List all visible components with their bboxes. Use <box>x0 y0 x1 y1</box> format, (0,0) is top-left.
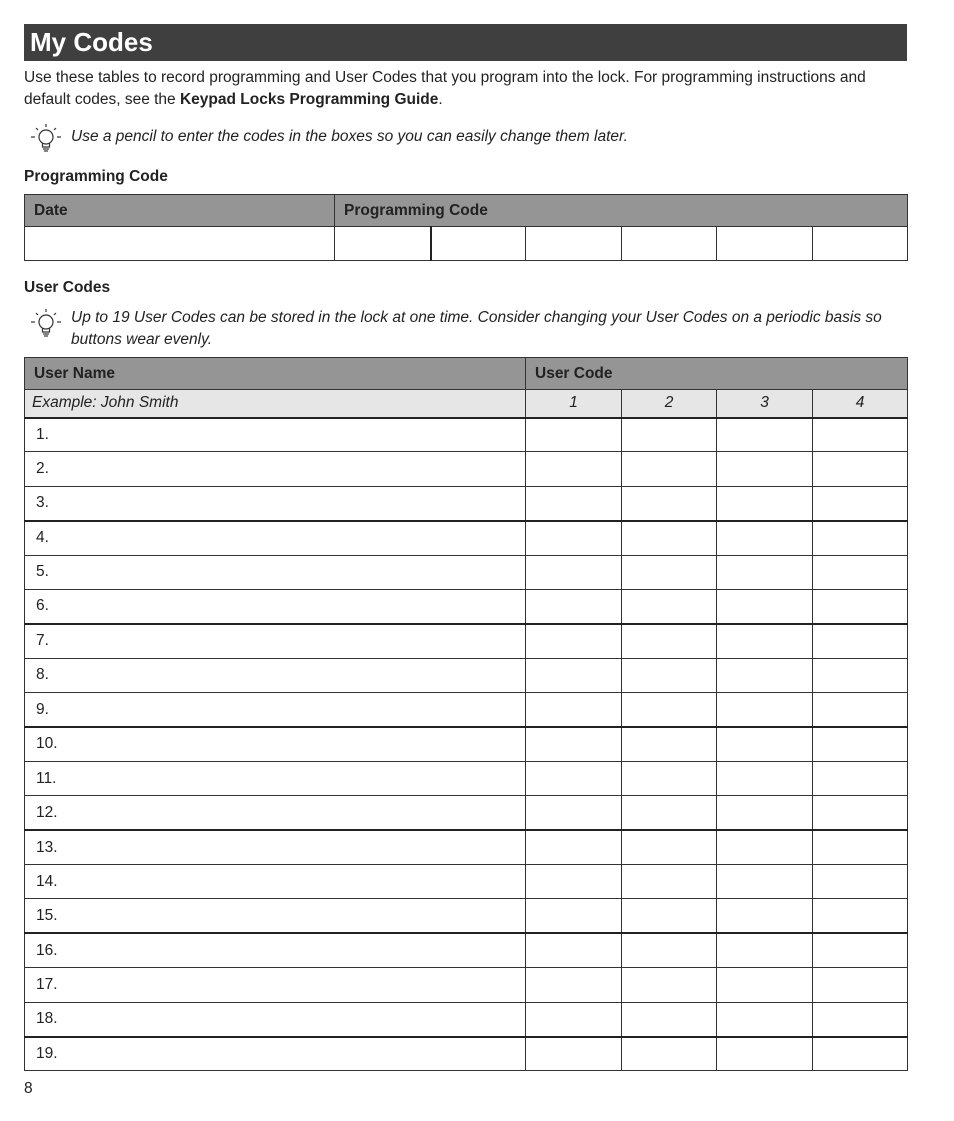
user-codes-heading: User Codes <box>24 279 111 296</box>
user-name-cell[interactable]: 17. <box>25 968 526 1002</box>
user-code-digit-cell[interactable] <box>622 796 717 830</box>
user-code-digit-cell[interactable] <box>717 1037 813 1071</box>
table-row <box>25 899 908 933</box>
user-code-digit-cell[interactable] <box>526 693 622 727</box>
user-name-cell[interactable]: 8. <box>25 658 526 692</box>
user-code-digit-cell[interactable] <box>813 727 908 761</box>
user-code-digit-cell[interactable] <box>526 933 622 967</box>
user-code-digit-cell[interactable] <box>717 555 813 589</box>
user-code-digit-cell[interactable] <box>622 1002 717 1036</box>
user-code-digit-cell[interactable] <box>622 830 717 864</box>
code-digit-cell[interactable] <box>622 227 717 261</box>
code-digit-cell[interactable] <box>717 227 813 261</box>
user-code-digit-cell[interactable] <box>813 830 908 864</box>
user-name-cell[interactable]: 13. <box>25 830 526 864</box>
table-row <box>25 658 908 692</box>
tip-user-codes <box>24 307 907 351</box>
user-code-digit-cell[interactable] <box>526 727 622 761</box>
user-code-digit-cell[interactable] <box>813 418 908 452</box>
user-code-digit-cell[interactable] <box>717 968 813 1002</box>
user-code-digit-cell[interactable] <box>526 555 622 589</box>
example-digit: 3 <box>717 390 813 418</box>
intro-paragraph <box>24 67 907 111</box>
user-name-cell[interactable]: 10. <box>25 727 526 761</box>
user-code-digit-cell[interactable] <box>622 452 717 486</box>
user-code-digit-cell[interactable] <box>526 968 622 1002</box>
user-name-cell[interactable]: 11. <box>25 761 526 795</box>
user-code-digit-cell[interactable] <box>717 693 813 727</box>
lightbulb-icon <box>27 122 65 156</box>
user-code-digit-cell[interactable] <box>526 486 622 520</box>
user-code-digit-cell[interactable] <box>717 761 813 795</box>
user-code-digit-cell[interactable] <box>526 865 622 899</box>
user-code-digit-cell[interactable] <box>622 865 717 899</box>
page-title: My Codes <box>24 24 907 61</box>
user-code-digit-cell[interactable] <box>622 624 717 658</box>
example-digit: 4 <box>813 390 908 418</box>
user-code-digit-cell[interactable] <box>622 693 717 727</box>
table-row <box>25 555 908 589</box>
user-name-cell[interactable]: 19. <box>25 1037 526 1071</box>
user-name-cell[interactable]: 1. <box>25 418 526 452</box>
intro-text: Use these tables to record programming and User Codes that you program into the lock. For programming instructions and default codes, see the <box>24 69 866 108</box>
user-code-digit-cell[interactable] <box>622 589 717 623</box>
table-row <box>25 452 908 486</box>
user-code-digit-cell[interactable] <box>813 933 908 967</box>
user-code-digit-cell[interactable] <box>622 1037 717 1071</box>
user-name-cell[interactable]: 4. <box>25 521 526 555</box>
code-digit-cell[interactable] <box>335 227 431 261</box>
user-code-digit-cell[interactable] <box>813 624 908 658</box>
user-code-digit-cell[interactable] <box>813 968 908 1002</box>
user-code-digit-cell[interactable] <box>526 658 622 692</box>
table-row <box>25 227 908 261</box>
user-name-cell[interactable]: 9. <box>25 693 526 727</box>
user-code-digit-cell[interactable] <box>717 1002 813 1036</box>
user-name-column-header: User Name <box>25 358 526 390</box>
intro-text-end: . <box>438 91 443 108</box>
user-code-digit-cell[interactable] <box>813 1037 908 1071</box>
user-code-digit-cell[interactable] <box>717 418 813 452</box>
date-column-header: Date <box>25 195 335 227</box>
user-name-cell[interactable]: 18. <box>25 1002 526 1036</box>
table-row <box>25 418 908 452</box>
user-code-digit-cell[interactable] <box>622 968 717 1002</box>
user-name-cell[interactable]: 5. <box>25 555 526 589</box>
table-row <box>25 589 908 623</box>
page-number: 8 <box>24 1080 33 1097</box>
user-code-digit-cell[interactable] <box>717 452 813 486</box>
user-code-digit-cell[interactable] <box>717 727 813 761</box>
table-row <box>25 624 908 658</box>
table-header-row <box>25 195 908 227</box>
user-code-digit-cell[interactable] <box>526 1002 622 1036</box>
user-name-cell[interactable]: 16. <box>25 933 526 967</box>
page <box>24 24 907 1071</box>
table-row <box>25 796 908 830</box>
table-row <box>25 830 908 864</box>
user-code-column-header: User Code <box>526 358 908 390</box>
user-name-cell[interactable]: 12. <box>25 796 526 830</box>
user-name-cell[interactable]: 15. <box>25 899 526 933</box>
user-code-digit-cell[interactable] <box>622 899 717 933</box>
tip-pencil <box>24 122 907 156</box>
user-code-digit-cell[interactable] <box>526 521 622 555</box>
programming-code-table <box>24 194 908 261</box>
table-header-row <box>25 358 908 390</box>
user-code-digit-cell[interactable] <box>717 658 813 692</box>
code-digit-cell[interactable] <box>813 227 908 261</box>
user-code-digit-cell[interactable] <box>622 761 717 795</box>
user-code-digit-cell[interactable] <box>717 624 813 658</box>
code-digit-cell[interactable] <box>526 227 622 261</box>
table-row <box>25 1002 908 1036</box>
programming-code-column-header: Programming Code <box>335 195 908 227</box>
user-code-digit-cell[interactable] <box>813 521 908 555</box>
user-code-digit-cell[interactable] <box>622 486 717 520</box>
user-code-digit-cell[interactable] <box>622 418 717 452</box>
user-code-digit-cell[interactable] <box>526 796 622 830</box>
user-code-digit-cell[interactable] <box>526 761 622 795</box>
user-code-digit-cell[interactable] <box>717 933 813 967</box>
lightbulb-icon <box>27 307 65 341</box>
user-code-digit-cell[interactable] <box>717 796 813 830</box>
table-row <box>25 521 908 555</box>
user-code-digit-cell[interactable] <box>526 418 622 452</box>
date-cell[interactable] <box>25 227 335 261</box>
table-row <box>25 1037 908 1071</box>
user-code-digit-cell[interactable] <box>526 624 622 658</box>
table-row <box>25 865 908 899</box>
user-name-cell[interactable]: 7. <box>25 624 526 658</box>
user-name-cell[interactable]: 3. <box>25 486 526 520</box>
user-code-digit-cell[interactable] <box>622 658 717 692</box>
user-code-digit-cell[interactable] <box>717 521 813 555</box>
user-code-digit-cell[interactable] <box>622 555 717 589</box>
user-code-digit-cell[interactable] <box>526 452 622 486</box>
user-code-digit-cell[interactable] <box>813 865 908 899</box>
user-name-cell[interactable]: 14. <box>25 865 526 899</box>
user-code-digit-cell[interactable] <box>526 1037 622 1071</box>
tip-text: Use a pencil to enter the codes in the boxes so you can easily change them later. <box>71 128 628 145</box>
user-code-digit-cell[interactable] <box>813 899 908 933</box>
user-code-digit-cell[interactable] <box>813 1002 908 1036</box>
example-digit: 2 <box>622 390 717 418</box>
user-code-digit-cell[interactable] <box>717 486 813 520</box>
table-row <box>25 727 908 761</box>
user-code-digit-cell[interactable] <box>622 933 717 967</box>
user-code-digit-cell[interactable] <box>717 830 813 864</box>
table-row <box>25 933 908 967</box>
programming-code-heading: Programming Code <box>24 168 168 185</box>
guide-reference: Keypad Locks Programming Guide <box>179 91 439 108</box>
example-digit: 1 <box>526 390 622 418</box>
user-code-digit-cell[interactable] <box>526 830 622 864</box>
user-code-digit-cell[interactable] <box>813 452 908 486</box>
user-code-digit-cell[interactable] <box>717 589 813 623</box>
user-name-cell[interactable]: 6. <box>25 589 526 623</box>
table-row <box>25 486 908 520</box>
user-code-digit-cell[interactable] <box>717 899 813 933</box>
user-codes-table <box>24 357 908 1071</box>
user-code-digit-cell[interactable] <box>526 589 622 623</box>
user-code-digit-cell[interactable] <box>813 693 908 727</box>
user-code-digit-cell[interactable] <box>622 727 717 761</box>
user-rows <box>25 418 908 1071</box>
user-code-digit-cell[interactable] <box>717 865 813 899</box>
user-code-digit-cell[interactable] <box>813 658 908 692</box>
user-code-digit-cell[interactable] <box>813 486 908 520</box>
table-row <box>25 968 908 1002</box>
example-row <box>25 390 908 418</box>
user-code-digit-cell[interactable] <box>622 521 717 555</box>
table-row <box>25 693 908 727</box>
user-code-digit-cell[interactable] <box>526 899 622 933</box>
code-digit-cell[interactable] <box>431 227 526 261</box>
user-name-cell[interactable]: 2. <box>25 452 526 486</box>
user-code-digit-cell[interactable] <box>813 589 908 623</box>
user-code-digit-cell[interactable] <box>813 796 908 830</box>
example-name: Example: John Smith <box>25 390 526 418</box>
user-code-digit-cell[interactable] <box>813 761 908 795</box>
table-row <box>25 761 908 795</box>
tip-text: Up to 19 User Codes can be stored in the lock at one time. Consider changing your User Codes on a periodic basis so buttons wear evenly. <box>71 309 882 348</box>
user-code-digit-cell[interactable] <box>813 555 908 589</box>
